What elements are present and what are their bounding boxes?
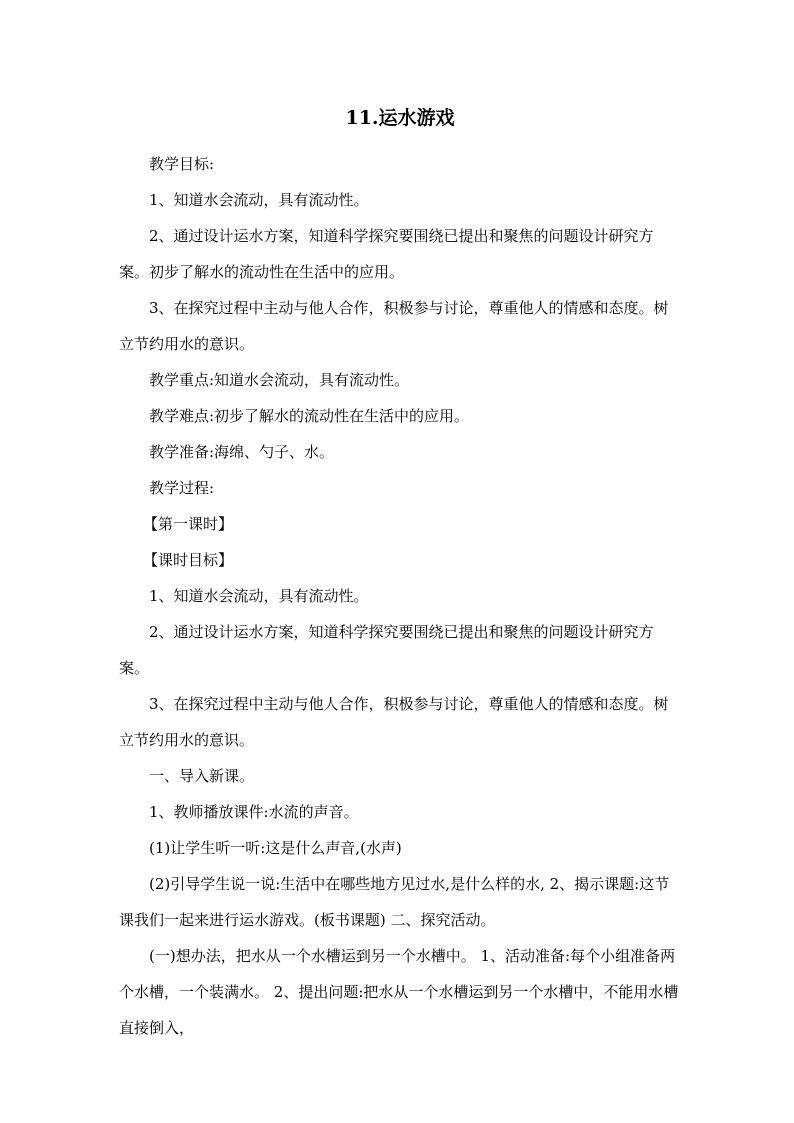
- paragraph-lesson-goal-3: 3、在探究过程中主动与他人合作，积极参与讨论，尊重他人的情感和态度。树立节约用水的意识。: [119, 695, 669, 749]
- paragraph-intro-1-2: (2)引导学生说一说:生活中在哪些地方见过水,是什么样的水, 2、揭示课题:这节课我们一起来进行运水游戏。(板书课题) 二、探究活动。: [119, 875, 670, 929]
- document-title: 11.运水游戏: [345, 107, 455, 129]
- paragraph-key-point: 教学重点:知道水会流动，具有流动性。: [149, 371, 410, 389]
- paragraph-first-lesson: 【第一课时】: [143, 515, 234, 533]
- paragraph-preparation: 教学准备:海绵、勺子、水。: [149, 443, 335, 461]
- paragraph-goal-3: 3、在探究过程中主动与他人合作，积极参与讨论，尊重他人的情感和态度。树立节约用水的意识。: [119, 299, 669, 353]
- paragraph-teaching-goals-heading: 教学目标:: [149, 155, 215, 173]
- paragraph-difficulty: 教学难点:初步了解水的流动性在生活中的应用。: [149, 407, 470, 425]
- paragraph-activity-1: (一)想办法，把水从一个水槽运到另一个水槽中。 1、活动准备:每个小组准备两个水槽，一个装满水。 2、提出问题:把水从一个水槽运到另一个水槽中，不能用水槽直接倒入，: [119, 947, 679, 1037]
- paragraph-lesson-goal-1: 1、知道水会流动，具有流动性。: [149, 587, 369, 605]
- paragraph-lesson-goals-heading: 【课时目标】: [143, 551, 234, 569]
- paragraph-lesson-goal-2: 2、通过设计运水方案，知道科学探究要围绕已提出和聚焦的问题设计研究方案。: [119, 623, 654, 677]
- paragraph-intro-1: 1、教师播放课件:水流的声音。: [149, 803, 359, 821]
- paragraph-goal-1: 1、知道水会流动，具有流动性。: [149, 191, 369, 209]
- paragraph-intro-1-1: (1)让学生听一听:这是什么声音,(水声): [149, 839, 402, 857]
- paragraph-intro-heading: 一、导入新课。: [149, 767, 255, 785]
- paragraph-goal-2: 2、通过设计运水方案，知道科学探究要围绕已提出和聚焦的问题设计研究方案。初步了解水的流动性在生活中的应用。: [119, 227, 654, 281]
- paragraph-process-heading: 教学过程:: [149, 479, 215, 497]
